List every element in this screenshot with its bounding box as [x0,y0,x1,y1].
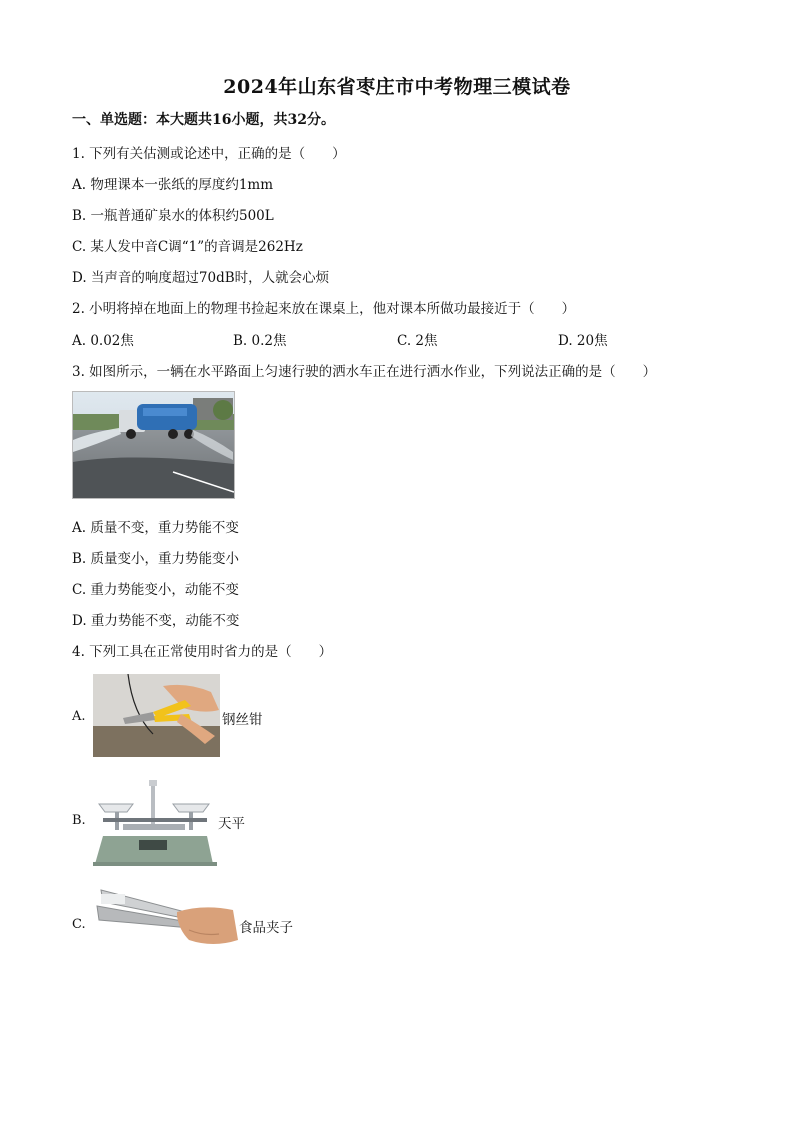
question-4-option-c-caption: 食品夹子 [239,920,293,936]
balance-scale-photo [93,778,217,868]
question-1-option-a: A. 物理课本一张纸的厚度约1mm [72,177,274,193]
question-3-option-c: C. 重力势能变小，动能不变 [72,582,239,598]
page-title: 2024年山东省枣庄市中考物理三模试卷 [223,76,571,98]
sprinkler-truck-photo [72,391,235,499]
question-4-option-c-letter: C. [72,917,86,932]
question-2-stem: 2. 小明将掉在地面上的物理书捡起来放在课桌上，他对课本所做功最接近于（ ） [72,301,576,317]
question-2-option-a: A. 0.02焦 [72,333,134,349]
question-1-stem: 1. 下列有关估测或论述中，正确的是（ ） [72,146,346,162]
question-4-stem: 4. 下列工具在正常使用时省力的是（ ） [72,644,333,660]
question-3-option-a: A. 质量不变，重力势能不变 [72,520,239,536]
question-3-option-b: B. 质量变小，重力势能变小 [72,551,240,567]
question-1-option-b: B. 一瓶普通矿泉水的体积约500L [72,208,274,224]
question-2-option-d: D. 20焦 [558,333,608,349]
wire-pliers-photo [93,674,220,757]
question-3-option-d: D. 重力势能不变，动能不变 [72,613,240,629]
question-4-option-a-letter: A. [72,709,86,724]
food-tongs-photo [93,886,238,954]
question-2-option-c: C. 2焦 [397,333,438,349]
question-4-option-b-caption: 天平 [218,816,245,832]
question-1-option-c: C. 某人发中音C调“1”的音调是262Hz [72,239,303,255]
question-4-option-b-letter: B. [72,813,86,828]
question-1-option-d: D. 当声音的响度超过70dB时，人就会心烦 [72,270,330,286]
question-2-option-b: B. 0.2焦 [233,333,287,349]
question-3-stem: 3. 如图所示，一辆在水平路面上匀速行驶的洒水车正在进行洒水作业，下列说法正确的是（ ） [72,364,657,380]
question-4-option-a-caption: 钢丝钳 [222,712,263,728]
section-heading: 一、单选题：本大题共16小题，共32分。 [72,112,335,128]
